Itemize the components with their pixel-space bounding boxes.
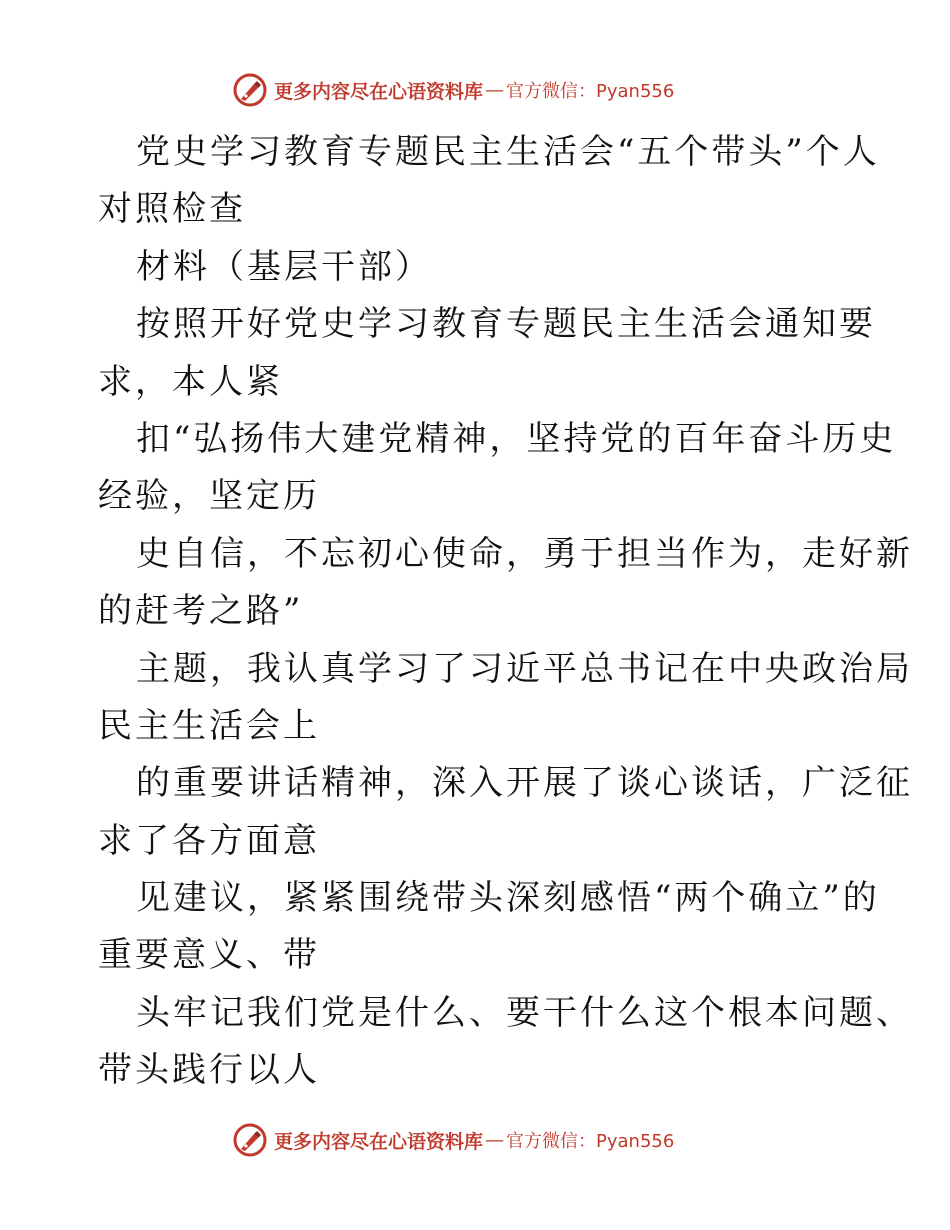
text-line: 的重要讲话精神，深入开展了谈心谈话，广泛征: [136, 763, 913, 804]
watermark-text: [274, 77, 674, 104]
text-line: 带头践行以人: [98, 1050, 320, 1091]
text-line: 主题，我认真学习了习近平总书记在中央政治局: [136, 648, 913, 689]
watermark-dash: —: [485, 79, 505, 101]
text-line: 党史学习教育专题民主生活会“五个带头”个人: [136, 132, 880, 172]
text-line: 民主生活会上: [98, 705, 320, 746]
text-line: 按照开好党史学习教育专题民主生活会通知要: [136, 304, 876, 345]
text-line: 史自信，不忘初心使命，勇于担当作为，走好新: [136, 533, 913, 574]
text-line: 重要意义、带: [98, 935, 320, 976]
watermark-site: 更多内容尽在心语资料库: [274, 80, 484, 103]
text-line: 求了各方面意: [98, 820, 320, 861]
footer-watermark: [232, 1122, 674, 1158]
watermark-site: 更多内容尽在心语资料库: [274, 1130, 484, 1153]
text-line: 扣“弘扬伟大建党精神，坚持党的百年奋斗历史: [136, 418, 897, 459]
watermark-text: [274, 1127, 674, 1154]
text-line: 求，本人紧: [98, 361, 283, 402]
pen-nib-icon: [232, 72, 268, 108]
text-line: 的赶考之路”: [98, 591, 304, 632]
text-line: 材料（基层干部）: [136, 246, 432, 287]
text-line: 经验，坚定历: [98, 476, 320, 517]
watermark-dash: —: [485, 1129, 505, 1151]
text-line: 见建议，紧紧围绕带头深刻感悟“两个确立”的: [136, 878, 880, 919]
pen-nib-icon: [232, 1122, 268, 1158]
text-line: 头牢记我们党是什么、要干什么这个根本问题、: [136, 992, 913, 1033]
document-body: [98, 124, 913, 1100]
watermark-wechat: 官方微信：Pyan556: [506, 1131, 675, 1152]
text-line: 对照检查: [98, 189, 246, 230]
watermark-wechat: 官方微信：Pyan556: [506, 81, 675, 102]
header-watermark: [232, 72, 674, 108]
